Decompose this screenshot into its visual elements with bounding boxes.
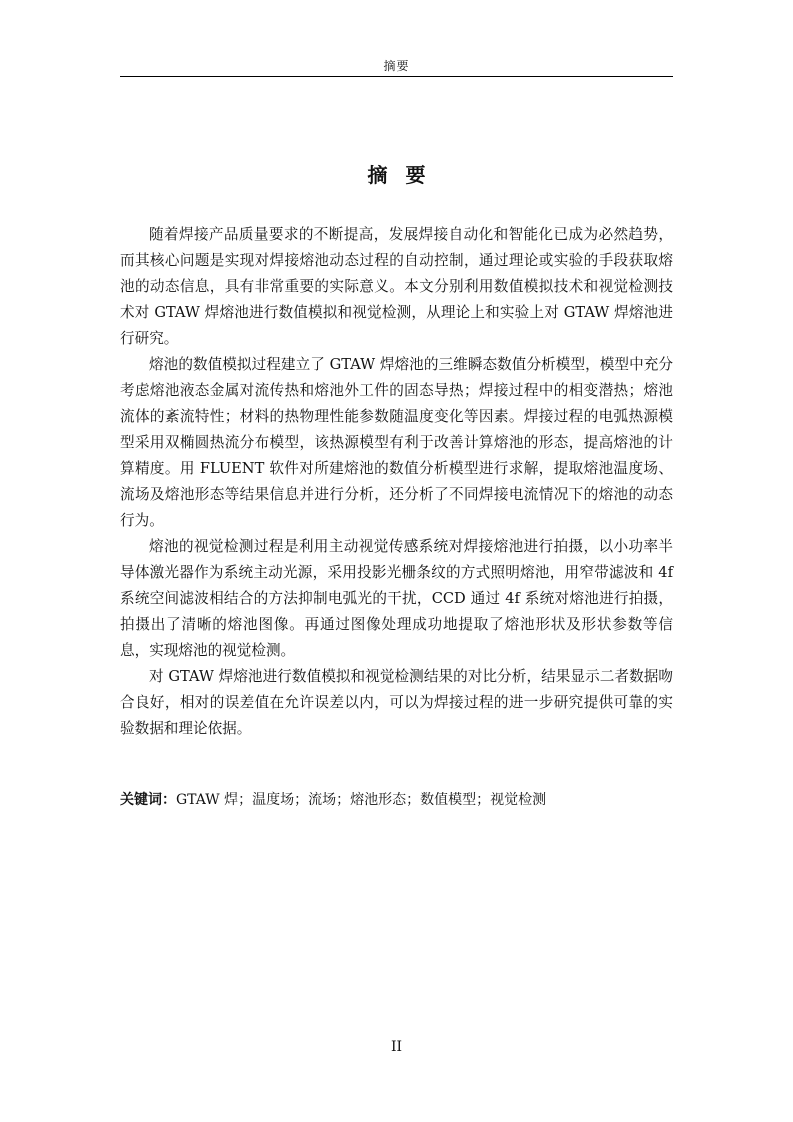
- abstract-paragraph-1: 随着焊接产品质量要求的不断提高，发展焊接自动化和智能化已成为必然趋势，而其核心问题是实现对焊接熔池动态过程的自动控制，通过理论或实验的手段获取熔池的动态信息，具有非常重要的实际意义。本文分别利用数值模拟技术和视觉检测技术对 GTAW 焊熔池进行数值模拟和视觉检测，从理论上和实验上对 GTAW 焊熔池进行研究。: [120, 226, 673, 347]
- page-title: 摘要: [367, 163, 444, 187]
- abstract-body: [120, 222, 673, 742]
- page-number: II: [390, 1039, 403, 1055]
- abstract-paragraph-2: 熔池的数值模拟过程建立了 GTAW 焊熔池的三维瞬态数值分析模型，模型中充分考虑熔池液态金属对流传热和熔池外工件的固态导热；焊接过程中的相变潜热；熔池流体的紊流特性；材料的热物理性能参数随温度变化等因素。焊接过程的电弧热源模型采用双椭圆热流分布模型，该热源模型有利于改善计算熔池的形态，提高熔池的计算精度。用 FLUENT 软件对所建熔池的数值分析模型进行求解，提取熔池温度场、流场及熔池形态等结果信息并进行分析，还分析了不同焊接电流情况下的熔池的动态行为。: [120, 356, 673, 529]
- keywords-line: [120, 787, 673, 813]
- running-header: 摘要: [383, 59, 410, 73]
- header-rule: [120, 76, 673, 77]
- keywords-text: GTAW 焊；温度场；流场；熔池形态；数值模型；视觉检测: [176, 792, 547, 808]
- keywords-label: 关键词：: [120, 792, 176, 808]
- abstract-paragraph-4: 对 GTAW 焊熔池进行数值模拟和视觉检测结果的对比分析，结果显示二者数据吻合良好，相对的误差值在允许误差以内，可以为焊接过程的进一步研究提供可靠的实验数据和理论依据。: [120, 668, 673, 737]
- abstract-paragraph-3: 熔池的视觉检测过程是利用主动视觉传感系统对焊接熔池进行拍摄，以小功率半导体激光器作为系统主动光源，采用投影光栅条纹的方式照明熔池，用窄带滤波和 4f 系统空间滤波相结合的方法抑制电弧光的干扰，CCD 通过 4f 系统对熔池进行拍摄，拍摄出了清晰的熔池图像。再通过图像处理成功地提取了熔池形状及形状参数等信息，实现熔池的视觉检测。: [120, 538, 673, 659]
